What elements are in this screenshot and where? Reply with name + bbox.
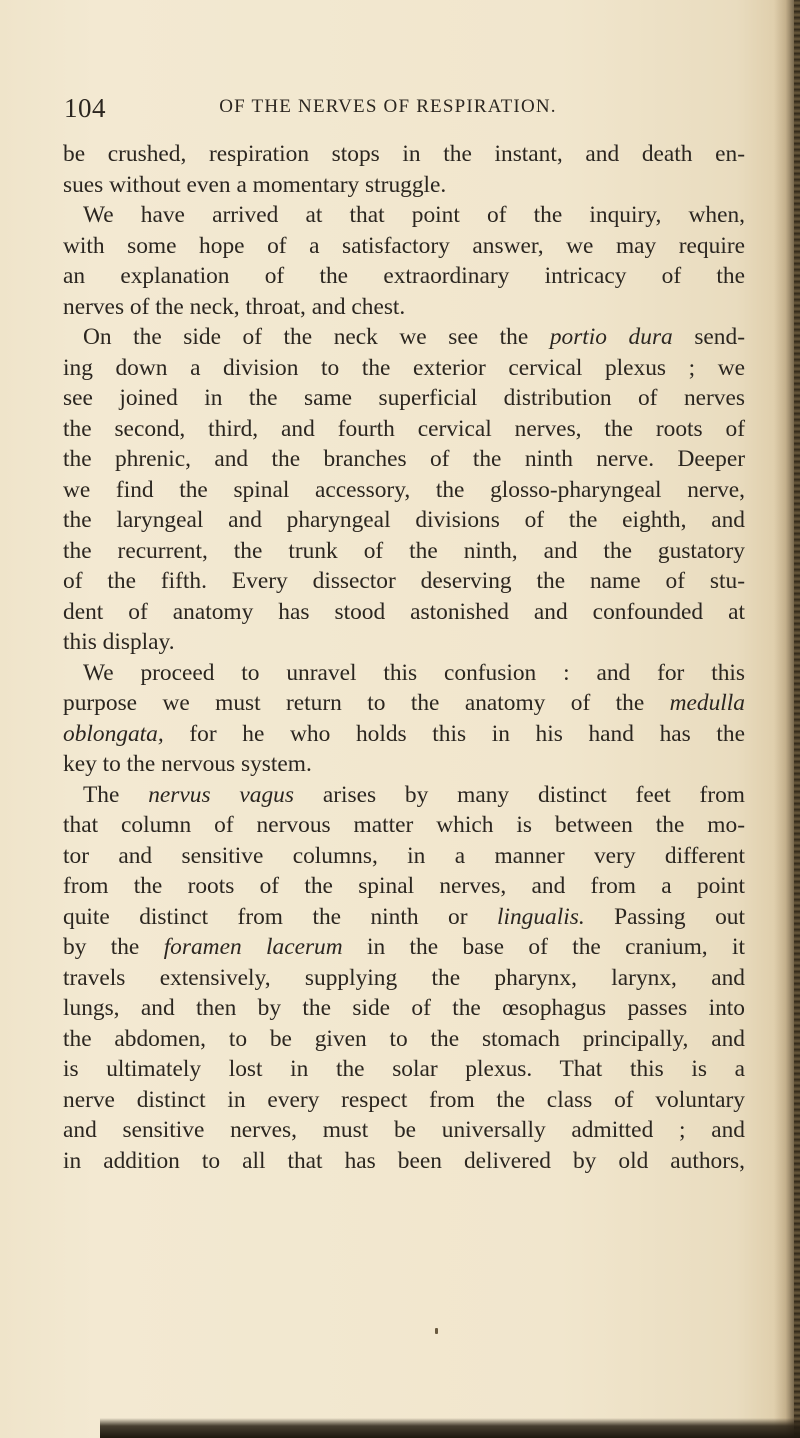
text-line: of the fifth. Every dissector deserving the name of stu-: [63, 568, 745, 594]
running-head: OF THE NERVES OF RESPIRATION.: [219, 96, 557, 117]
text-line: dent of anatomy has stood astonished and confounded at: [63, 598, 745, 625]
italic-term: portio dura: [549, 324, 673, 350]
text-line: purpose we must return to the anatomy of the medulla: [63, 690, 745, 716]
text-line: lungs, and then by the side of the œsophagus passes into: [63, 995, 745, 1021]
text-line: We have arrived at that point of the inquiry, when,: [83, 202, 745, 228]
text-line: nerves of the neck, throat, and chest.: [63, 293, 406, 320]
text-line: an explanation of the extraordinary intricacy of the: [63, 263, 745, 289]
text-line: quite distinct from the ninth or lingualis. Passing out: [63, 903, 745, 930]
text-line: we find the spinal accessory, the glosso-pharyngeal nerve,: [63, 476, 745, 503]
ink-speck: [435, 1328, 438, 1334]
text-line: We proceed to unravel this confusion : and for this: [83, 659, 745, 686]
text-line: is ultimately lost in the solar plexus. That this is a: [63, 1056, 745, 1082]
text-line: and sensitive nerves, must be universally admitted ; and: [63, 1117, 745, 1143]
text-line: in addition to all that has been delivered by old authors,: [63, 1147, 745, 1174]
italic-term: oblongata,: [63, 720, 164, 747]
text-line: On the side of the neck we see the portio dura send-: [83, 324, 745, 350]
text-line: travels extensively, supplying the pharynx, larynx, and: [63, 964, 745, 991]
text-line: be crushed, respiration stops in the instant, and death en-: [63, 141, 745, 167]
text-line: key to the nervous system.: [63, 751, 312, 777]
text-line: nerve distinct in every respect from the class of voluntary: [63, 1086, 745, 1113]
text-line: ing down a division to the exterior cervical plexus ; we: [63, 354, 745, 381]
page-header: [64, 93, 764, 136]
text-line: this display.: [63, 629, 175, 655]
text-line: oblongata, for he who holds this in his hand has the: [63, 720, 745, 747]
text-line: that column of nervous matter which is between the mo-: [63, 812, 745, 838]
text-line: The nervus vagus arises by many distinct feet from: [83, 781, 745, 808]
text-line: the recurrent, the trunk of the ninth, and the gustatory: [63, 537, 745, 564]
text-line: the abdomen, to be given to the stomach principally, and: [63, 1025, 745, 1052]
page-edge: [794, 0, 800, 1438]
body-text: [63, 139, 745, 1176]
text-line: the second, third, and fourth cervical nerves, the roots of: [63, 415, 745, 442]
text-line: sues without even a momentary struggle.: [63, 171, 447, 198]
text-line: tor and sensitive columns, in a manner very different: [63, 842, 745, 869]
italic-term: nervus vagus: [148, 781, 294, 808]
text-line: with some hope of a satisfactory answer, we may require: [63, 232, 745, 259]
page-number: 104: [64, 93, 106, 123]
text-line: see joined in the same superficial distribution of nerves: [63, 385, 745, 411]
italic-term: foramen lacerum: [163, 934, 343, 960]
text-line: the laryngeal and pharyngeal divisions of the eighth, and: [63, 507, 745, 533]
bottom-edge-shadow: [100, 1418, 800, 1438]
text-line: by the foramen lacerum in the base of the cranium, it: [63, 934, 745, 960]
text-line: from the roots of the spinal nerves, and from a point: [63, 873, 745, 899]
italic-term: medulla: [669, 690, 745, 716]
italic-term: lingualis.: [496, 903, 585, 930]
text-line: the phrenic, and the branches of the ninth nerve. Deeper: [63, 446, 745, 472]
